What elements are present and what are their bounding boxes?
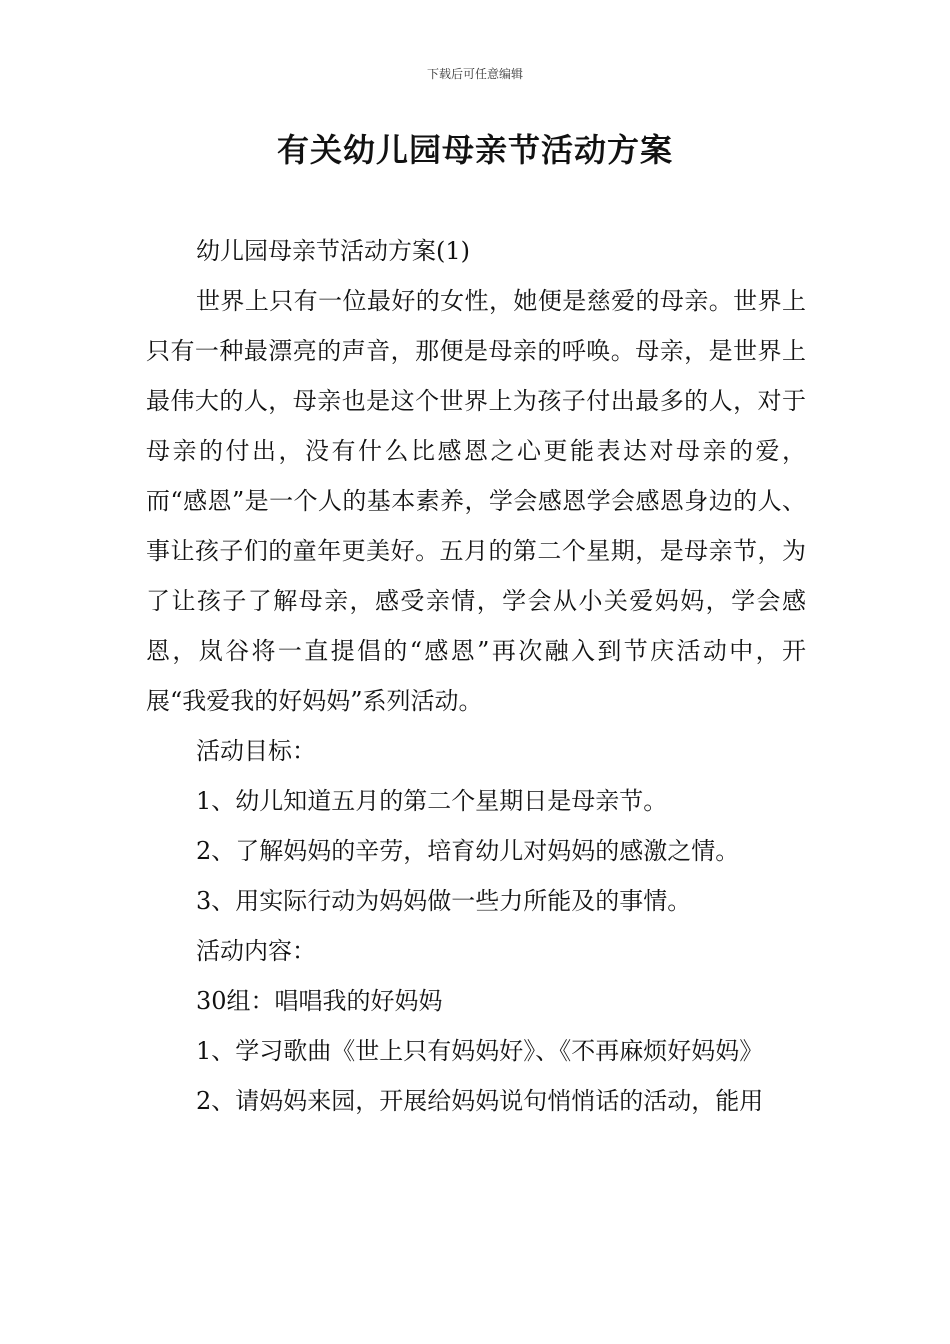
content-item-2: 2、请妈妈来园，开展给妈妈说句悄悄话的活动，能用 [196,1087,764,1115]
group-heading: 30组：唱唱我的好妈妈 [196,987,443,1015]
goals-heading: 活动目标： [196,737,316,765]
goal-item-2: 2、了解妈妈的辛劳，培育幼儿对妈妈的感激之情。 [196,837,740,865]
goal-item-1: 1、幼儿知道五月的第二个星期日是母亲节。 [196,787,668,815]
content-item-1: 1、学习歌曲《世上只有妈妈好》、《不再麻烦好妈妈》 [196,1037,764,1065]
goal-item-3: 3、用实际行动为妈妈做一些力所能及的事情。 [196,887,692,915]
intro-paragraph: 世界上只有一位最好的女性，她便是慈爱的母亲。世界上只有一种最漂亮的声音，那便是母亲的呼唤。母亲，是世界上最伟大的人，母亲也是这个世界上为孩子付出最多的人，对于母亲的付出，没有什么比感恩之心更能表达对母亲的爱，而“感恩”是一个人的基本素养，学会感恩学会感恩身边的人、事让孩子们的童年更美好。五月的第二个星期，是母亲节，为了让孩子了解母亲，感受亲情，学会从小关爱妈妈，学会感恩，岚谷将一直提倡的“感恩”再次融入到节庆活动中，开展“我爱我的好妈妈”系列活动。 [146,287,806,715]
section-heading: 幼儿园母亲节活动方案(1) [196,237,470,265]
header-note: 下载后可任意编辑 [426,67,523,81]
document-body [146,226,806,1126]
content-heading: 活动内容： [196,937,316,965]
document-title: 有关幼儿园母亲节活动方案 [276,131,673,169]
